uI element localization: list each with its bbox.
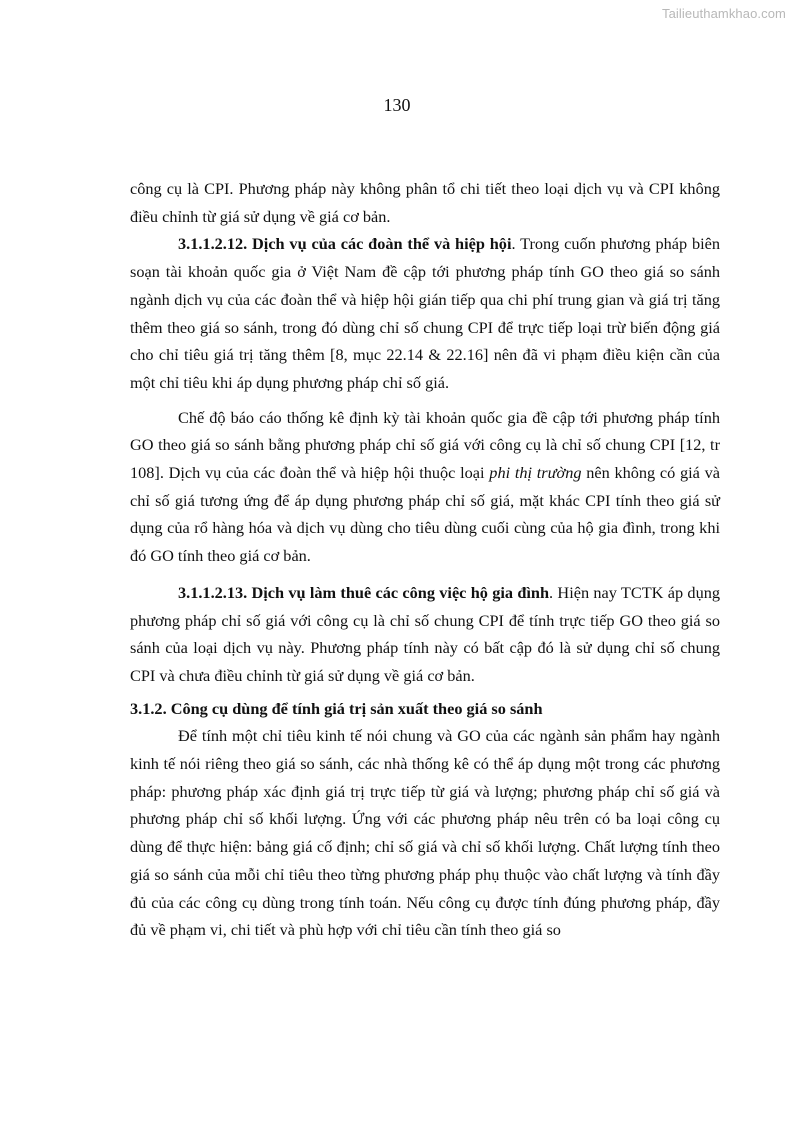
subsection-heading-3-1-1-2-12: 3.1.1.2.12. Dịch vụ của các đoàn thể và hiệp hội <box>178 234 512 254</box>
paragraph-household-services <box>130 579 720 690</box>
emphasis-text: phi thị trường <box>489 463 582 483</box>
paragraph-text: . Hiện nay TCTK áp dụng phương pháp chỉ số giá với công cụ là chỉ số chung CPI để tính trực tiếp GO theo giá so sánh của loại dịch vụ này. Phương pháp tính này có bất cập đó là sử dụng chỉ số chung CPI và chưa điều chỉnh từ giá sử dụng về giá cơ bản. <box>130 582 720 685</box>
document-body <box>130 175 720 944</box>
paragraph-text: Chế độ báo cáo thống kê định kỳ tài khoản quốc gia đề cập tới phương pháp tính GO theo giá so sánh bằng phương pháp chỉ số giá với công cụ là chỉ số chung CPI [12, tr 108]. Dịch vụ của các đoàn thể và hiệp hội thuộc loại <box>130 407 720 483</box>
paragraph-text: . Trong cuốn phương pháp biên soạn tài khoản quốc gia ở Việt Nam đề cập tới phương pháp tính GO theo giá so sánh ngành dịch vụ của các đoàn thể và hiệp hội gián tiếp qua chi phí trung gian và giá trị tăng thêm theo giá so sánh, trong đó dùng chỉ số chung CPI để trực tiếp loại trừ biến động giá cho chỉ tiêu giá trị tăng thêm [8, mục 22.14 & 22.16] nên đã vi phạm điều kiện cần của một chỉ tiêu khi áp dụng phương pháp chỉ số giá. <box>130 234 720 392</box>
paragraph-tools: Để tính một chỉ tiêu kinh tế nói chung và GO của các ngành sản phẩm hay ngành kinh tế nói riêng theo giá so sánh, các nhà thống kê có thể áp dụng một trong các phương pháp: phương pháp xác định giá trị trực tiếp từ giá và lượng; phương pháp chỉ số giá và phương pháp chỉ số khối lượng. Ứng với các phương pháp nêu trên có ba loại công cụ dùng để thực hiện: bảng giá cố định; chỉ số giá và chỉ số khối lượng. Chất lượng tính theo giá so sánh của mỗi chỉ tiêu theo từng phương pháp phụ thuộc vào chất lượng và tính đầy đủ của các công cụ dùng trong tính toán. Nếu công cụ được tính đúng phương pháp, đầy đủ về phạm vi, chi tiết và phù hợp với chỉ tiêu cần tính theo giá so <box>130 726 720 940</box>
section-heading-3-1-2: 3.1.2. Công cụ dùng để tính giá trị sản xuất theo giá so sánh <box>130 698 543 718</box>
watermark: Tailieuthamkhao.com <box>661 6 786 21</box>
paragraph-continuation: công cụ là CPI. Phương pháp này không phân tổ chi tiết theo loại dịch vụ và CPI không điều chỉnh từ giá sử dụng về giá cơ bản. <box>130 179 720 226</box>
subsection-heading-3-1-1-2-13: 3.1.1.2.13. Dịch vụ làm thuê các công việc hộ gia đình <box>178 582 550 602</box>
page-number: 130 <box>383 95 411 115</box>
paragraph-associations <box>130 230 720 396</box>
paragraph-reporting-regime <box>130 404 720 570</box>
paragraph-text: nên không có giá và chỉ số giá tương ứng để áp dụng phương pháp chỉ số giá, mặt khác CPI tính theo giá sử dụng của rổ hàng hóa và dịch vụ dùng cho tiêu dùng cuối cùng của hộ gia đình, trong khi đó GO tính theo giá cơ bản. <box>130 463 721 566</box>
